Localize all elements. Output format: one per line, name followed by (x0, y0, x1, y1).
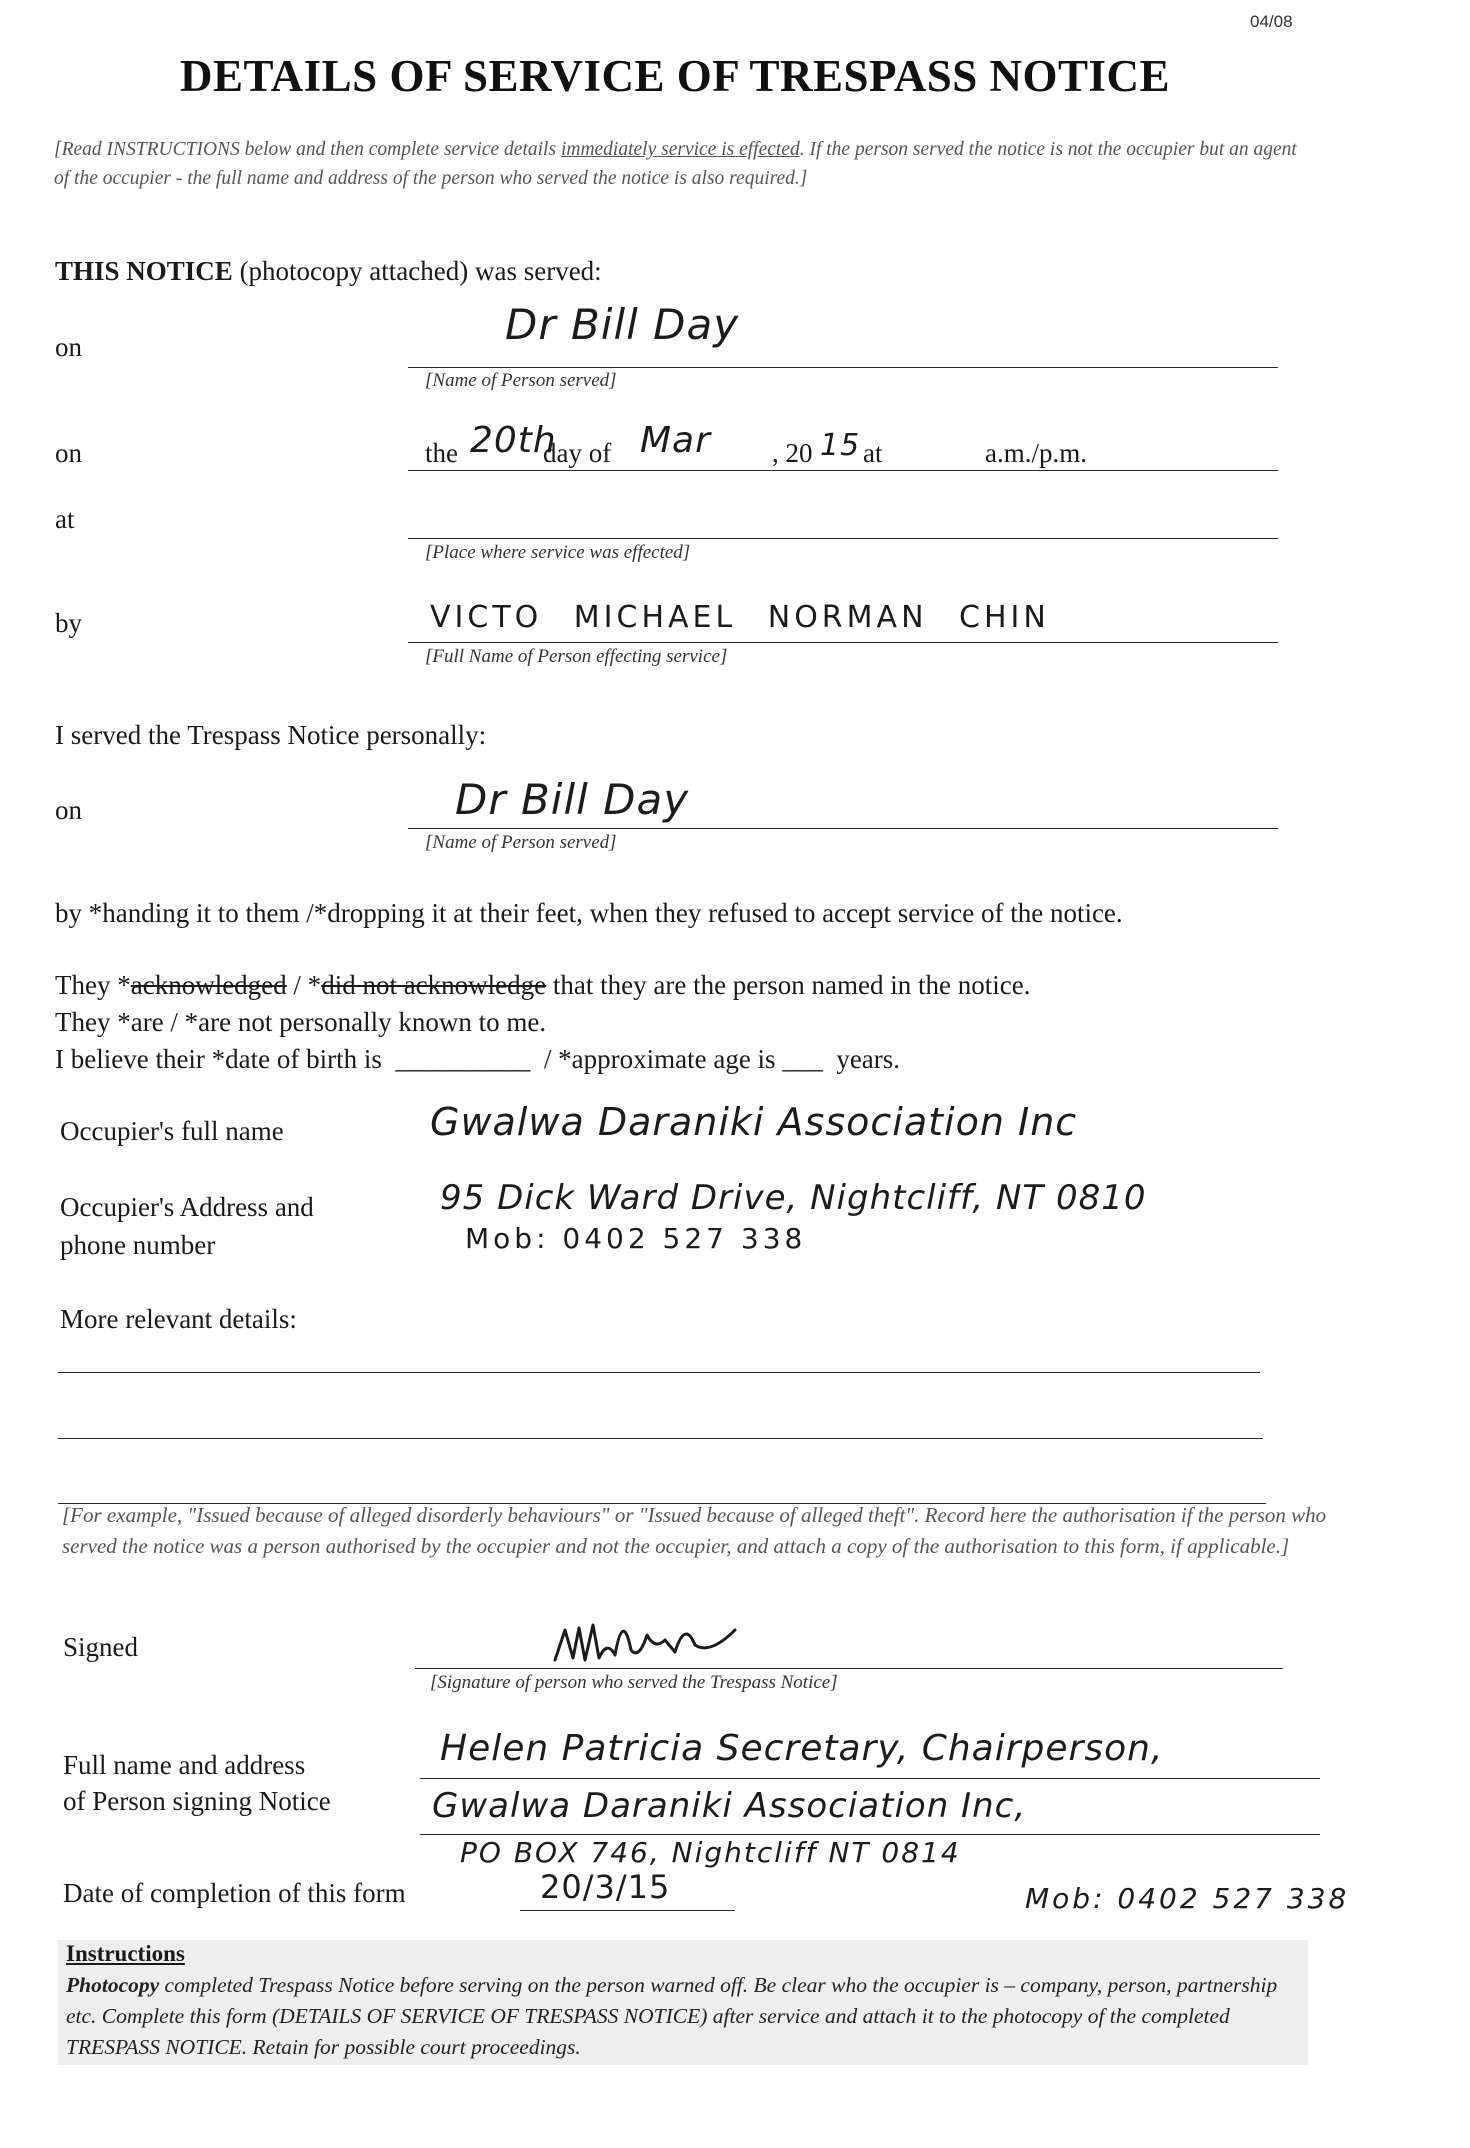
signer-label2: of Person signing Notice (63, 1786, 331, 1816)
signer-line3[interactable]: PO BOX 746, Nightcliff NT 0814 (460, 1836, 961, 1869)
signed-caption: [Signature of person who served the Trespass Notice] (430, 1672, 838, 1693)
personal-on-value[interactable]: Dr Bill Day (455, 775, 690, 824)
personal-heading: I served the Trespass Notice personally: (55, 720, 487, 750)
served-on-caption: [Name of Person served] (425, 370, 617, 391)
signer-rule1 (420, 1778, 1320, 1779)
notice-heading-rest: (photocopy attached) was served: (232, 256, 602, 286)
form-code: 04/08 (1250, 12, 1293, 31)
occupier-address-label1: Occupier's Address and (60, 1192, 314, 1222)
date-the: the (425, 438, 458, 468)
date-at: at (863, 438, 883, 468)
date-year-value[interactable]: 15 (820, 428, 861, 463)
signer-rule2 (420, 1834, 1320, 1835)
signer-line2[interactable]: Gwalwa Daraniki Association Inc, (432, 1786, 1027, 1826)
ack-struck2: did not acknowledge (321, 970, 547, 1000)
signer-line1[interactable]: Helen Patricia Secretary, Chairperson, (440, 1728, 1164, 1769)
occupier-name-value[interactable]: Gwalwa Daraniki Association Inc (430, 1100, 1078, 1144)
date-day-of: day of (543, 438, 612, 468)
dob-mid: / *approximate age is (543, 1044, 776, 1074)
occupier-name-label: Occupier's full name (60, 1116, 284, 1146)
completion-value[interactable]: 20/3/15 (540, 1868, 671, 1906)
date-day-value[interactable]: 20th (470, 420, 557, 461)
intro-part2: . If the person served the notice is not the occupier but an agent of the occupier - the full name and address of the person who served the notice is also required.] (54, 139, 1297, 189)
signed-label: Signed (63, 1632, 139, 1662)
occupier-address-value1[interactable]: 95 Dick Ward Drive, Nightcliff, NT 0810 (440, 1178, 1147, 1218)
place-caption: [Place where service was effected] (425, 542, 691, 563)
acknowledged-line (55, 970, 1030, 1001)
dob-line (55, 1044, 900, 1075)
details-line-2[interactable] (58, 1438, 1263, 1439)
dob-suffix: years. (836, 1044, 901, 1074)
place-label: at (55, 504, 75, 534)
dob-prefix: I believe their *date of birth is (55, 1044, 382, 1074)
date-ampm: a.m./p.m. (985, 438, 1087, 468)
ack-mid: / * (286, 970, 322, 1000)
instructions-text: completed Trespass Notice before serving on the person warned off. Be clear who the occupier is – company, person, partnership etc. Complete this form (DETAILS OF SERVICE OF TRESPASS NOTICE) after service and attach it to the photocopy of the completed TRESPASS NOTICE. Retain for possible court proceedings. (66, 1973, 1278, 2059)
handing-text: by *handing it to them /*dropping it at their feet, when they refused to accept service of the notice. (55, 898, 1123, 928)
intro-instructions (54, 135, 1304, 193)
served-by-label: by (55, 608, 82, 638)
completion-line (520, 1910, 735, 1911)
ack-prefix: They * (55, 970, 131, 1000)
personal-on-caption: [Name of Person served] (425, 832, 617, 853)
served-by-line (408, 642, 1278, 643)
ack-rest: that they are the person named in the notice. (546, 970, 1031, 1000)
date-line (408, 470, 1278, 471)
occupier-address-label2: phone number (60, 1230, 216, 1260)
notice-heading (55, 256, 602, 287)
served-by-value[interactable]: VICTO MICHAEL NORMAN CHIN (430, 600, 1050, 635)
occupier-address-value2[interactable]: Mob: 0402 527 338 (465, 1222, 807, 1255)
personal-on-label: on (55, 795, 82, 825)
personal-on-line (408, 828, 1278, 829)
served-on-line (408, 367, 1278, 368)
instructions-body (66, 1970, 1306, 2063)
dob-blank1[interactable]: __________ (395, 1044, 531, 1074)
place-line (408, 538, 1278, 539)
intro-underlined: immediately service is effected (560, 139, 800, 160)
ack-struck: acknowledged (130, 970, 287, 1000)
page-title: DETAILS OF SERVICE OF TRESPASS NOTICE (179, 51, 1171, 101)
signer-label1: Full name and address (63, 1750, 306, 1780)
completion-label: Date of completion of this form (63, 1878, 406, 1908)
details-line-1[interactable] (58, 1372, 1260, 1373)
instructions-bold: Photocopy (66, 1973, 160, 1997)
date-label: on (55, 438, 82, 468)
signed-line (415, 1668, 1283, 1669)
served-by-caption: [Full Name of Person effecting service] (425, 646, 728, 667)
more-details-label: More relevant details: (60, 1304, 297, 1334)
dob-blank2[interactable]: ___ (782, 1044, 823, 1074)
intro-part1: [Read INSTRUCTIONS below and then complete service details (54, 139, 561, 160)
instructions-title: Instructions (66, 1941, 185, 1966)
served-on-value[interactable]: Dr Bill Day (505, 300, 740, 349)
date-year-prefix: , 20 (772, 438, 813, 468)
signer-mob[interactable]: Mob: 0402 527 338 (1025, 1882, 1350, 1915)
served-on-label: on (55, 332, 82, 362)
example-note: [For example, "Issued because of alleged disorderly behaviours" or "Issued because of alleged theft". Record here the authorisation if the person who served the notice was a person authorised by the occupier and not the occupier, and attach a copy of the authorisation to this form, if applicable.] (62, 1503, 1327, 1558)
date-month-value[interactable]: Mar (640, 420, 711, 461)
known-text: They *are / *are not personally known to me. (55, 1007, 547, 1037)
notice-heading-bold: THIS NOTICE (55, 256, 233, 286)
